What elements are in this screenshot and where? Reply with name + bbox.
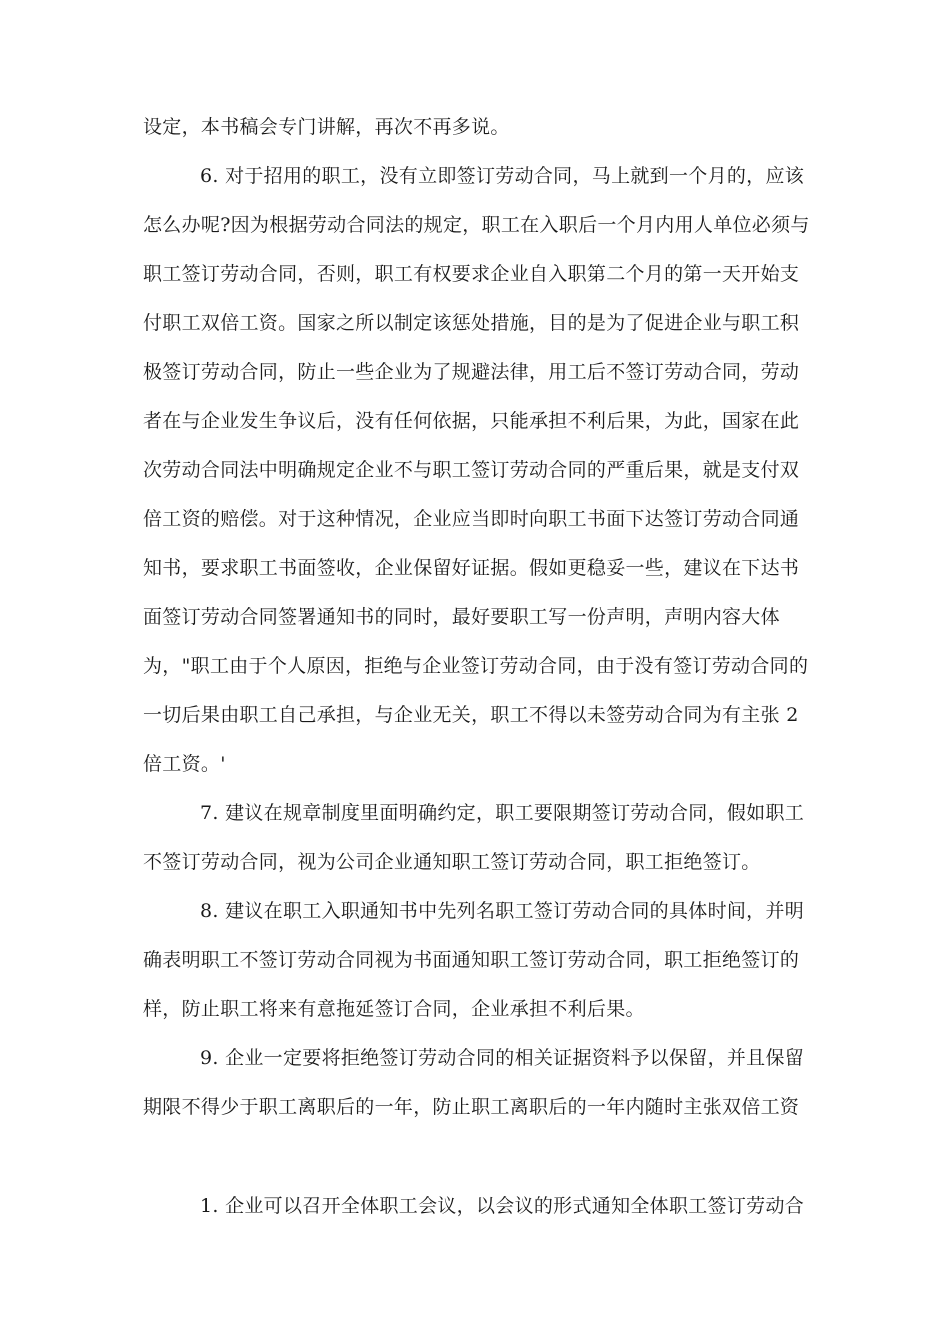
text-line: 怎么办呢?因为根据劳动合同法的规定，职工在入职后一个月内用人单位必须与 [143, 214, 810, 236]
text-line: 知书，要求职工书面签收，企业保留好证据。假如更稳妥一些，建议在下达书 [143, 557, 800, 579]
text-line: 1. 企业可以召开全体职工会议，以会议的形式通知全体职工签订劳动合 [200, 1195, 805, 1217]
text-line: 一切后果由职工自己承担，与企业无关，职工不得以未签劳动合同为有主张 2 [143, 704, 799, 726]
text-line: 6. 对于招用的职工，没有立即签订劳动合同，马上就到一个月的，应该 [200, 165, 805, 187]
text-line: 不签订劳动合同，视为公司企业通知职工签订劳动合同，职工拒绝签订。 [143, 851, 761, 873]
text-line: 样，防止职工将来有意拖延签订合同，企业承担不利后果。 [143, 998, 645, 1020]
text-line: 极签订劳动合同，防止一些企业为了规避法律，用工后不签订劳动合同，劳动 [143, 361, 800, 383]
text-line: 职工签订劳动合同，否则，职工有权要求企业自入职第二个月的第一天开始支 [143, 263, 800, 285]
text-line: 次劳动合同法中明确规定企业不与职工签订劳动合同的严重后果，就是支付双 [143, 459, 800, 481]
text-line: 面签订劳动合同签署通知书的同时，最好要职工写一份声明，声明内容大体 [143, 606, 780, 628]
text-line: 7. 建议在规章制度里面明确约定，职工要限期签订劳动合同，假如职工 [200, 802, 805, 824]
text-line: 者在与企业发生争议后，没有任何依据，只能承担不利后果，为此，国家在此 [143, 410, 800, 432]
text-line: 付职工双倍工资。国家之所以制定该惩处措施，目的是为了促进企业与职工积 [143, 312, 800, 334]
text-line: 期限不得少于职工离职后的一年，防止职工离职后的一年内随时主张双倍工资 [143, 1096, 800, 1118]
text-line: 倍工资的赔偿。对于这种情况，企业应当即时向职工书面下达签订劳动合同通 [143, 508, 800, 530]
text-line: 8. 建议在职工入职通知书中先列名职工签订劳动合同的具体时间，并明 [200, 900, 805, 922]
text-line: 9. 企业一定要将拒绝签订劳动合同的相关证据资料予以保留，并且保留 [200, 1047, 805, 1069]
text-line: 为，"职工由于个人原因，拒绝与企业签订劳动合同，由于没有签订劳动合同的 [143, 655, 809, 677]
text-line: 确表明职工不签订劳动合同视为书面通知职工签订劳动合同，职工拒绝签订的 [143, 949, 800, 971]
text-line: 倍工资。' [143, 753, 226, 775]
text-line: 设定，本书稿会专门讲解，再次不再多说。 [143, 116, 510, 138]
